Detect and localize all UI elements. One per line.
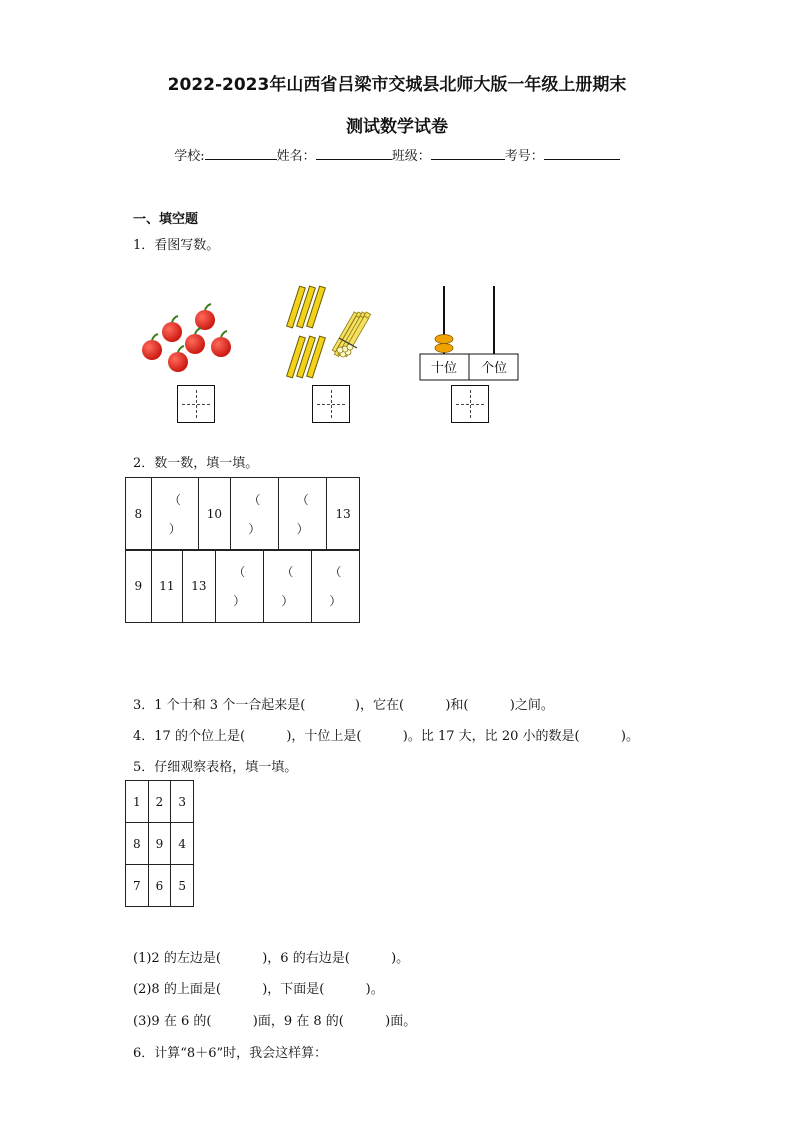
name-blank[interactable] xyxy=(316,145,392,160)
grid-cell: 5 xyxy=(171,865,194,907)
class-blank[interactable] xyxy=(431,145,505,160)
sequence-cell: 8 xyxy=(126,478,152,551)
number-sequence-row-1 xyxy=(125,477,360,551)
sequence-cell: 9 xyxy=(126,550,152,623)
sequence-blank-cell[interactable]: （ ） xyxy=(215,550,263,623)
exam-title-line2: 测试数学试卷 xyxy=(346,117,448,137)
grid-cell: 8 xyxy=(126,823,149,865)
bead-icon xyxy=(435,344,453,353)
grid-cell: 6 xyxy=(148,865,171,907)
school-blank[interactable] xyxy=(205,145,277,160)
grid-cell: 1 xyxy=(126,781,149,823)
answer-box-apples[interactable] xyxy=(177,385,215,423)
grid-cell: 4 xyxy=(171,823,194,865)
sequence-blank-cell[interactable]: （ ） xyxy=(278,478,326,551)
apples-illustration xyxy=(138,300,238,376)
grid-cell: 9 xyxy=(148,823,171,865)
question-5-text: 5．仔细观察表格，填一填。 xyxy=(133,760,298,775)
exam-no-label: 考号： xyxy=(504,149,544,164)
ones-place-label: 个位 xyxy=(480,361,508,376)
sequence-blank-cell[interactable]: （ ） xyxy=(151,478,198,551)
question-5-sub-3: (3)9 在 6 的( )面，9 在 8 的( )面。 xyxy=(133,1014,417,1029)
exam-title-line1: 2022-2023年山西省吕梁市交城县北师大版一年级上册期末 xyxy=(167,75,627,95)
student-info-line xyxy=(0,145,794,164)
apple-icon xyxy=(195,304,215,330)
question-3-text: 3．1 个十和 3 个一合起来是( )，它在( )和( )之间。 xyxy=(133,698,554,713)
sequence-cell: 11 xyxy=(151,550,183,623)
name-label: 姓名： xyxy=(276,149,316,164)
grid-cell: 3 xyxy=(171,781,194,823)
question-6-text: 6．计算“8＋6”时，我会这样算： xyxy=(133,1046,328,1061)
stick-bundle-icon xyxy=(332,312,370,357)
number-sequence-row-2 xyxy=(125,549,360,623)
sequence-cell: 10 xyxy=(198,478,230,551)
question-2-text: 2．数一数，填一填。 xyxy=(133,456,259,471)
exam-no-blank[interactable] xyxy=(544,145,620,160)
answer-box-abacus[interactable] xyxy=(451,385,489,423)
tens-place-label: 十位 xyxy=(430,361,458,376)
sequence-blank-cell[interactable]: （ ） xyxy=(263,550,311,623)
sequence-cell: 13 xyxy=(327,478,360,551)
grid-cell: 7 xyxy=(126,865,149,907)
class-label: 班级： xyxy=(391,149,431,164)
sticks-illustration xyxy=(283,284,375,384)
apple-icon xyxy=(211,331,231,357)
sequence-blank-cell[interactable]: （ ） xyxy=(311,550,359,623)
school-label: 学校: xyxy=(174,149,205,164)
question-5-sub-1: (1)2 的左边是( )，6 的右边是( )。 xyxy=(133,951,410,966)
apple-icon xyxy=(185,328,205,354)
answer-box-sticks[interactable] xyxy=(312,385,350,423)
sequence-cell: 13 xyxy=(183,550,216,623)
question-1-text: 1．看图写数。 xyxy=(133,238,220,253)
apple-icon xyxy=(162,316,182,342)
question-4-text: 4．17 的个位上是( )，十位上是( )。比 17 大，比 20 小的数是( )。 xyxy=(133,729,639,744)
question-5-sub-2: (2)8 的上面是( )，下面是( )。 xyxy=(133,982,384,997)
sequence-blank-cell[interactable]: （ ） xyxy=(230,478,278,551)
apple-icon xyxy=(142,334,162,360)
grid-cell: 2 xyxy=(148,781,171,823)
number-grid-3x3 xyxy=(125,780,194,907)
abacus-illustration xyxy=(418,284,522,384)
apple-icon xyxy=(168,346,188,372)
bead-icon xyxy=(435,335,453,344)
section-heading-fill-blank: 一、填空题 xyxy=(133,212,199,227)
